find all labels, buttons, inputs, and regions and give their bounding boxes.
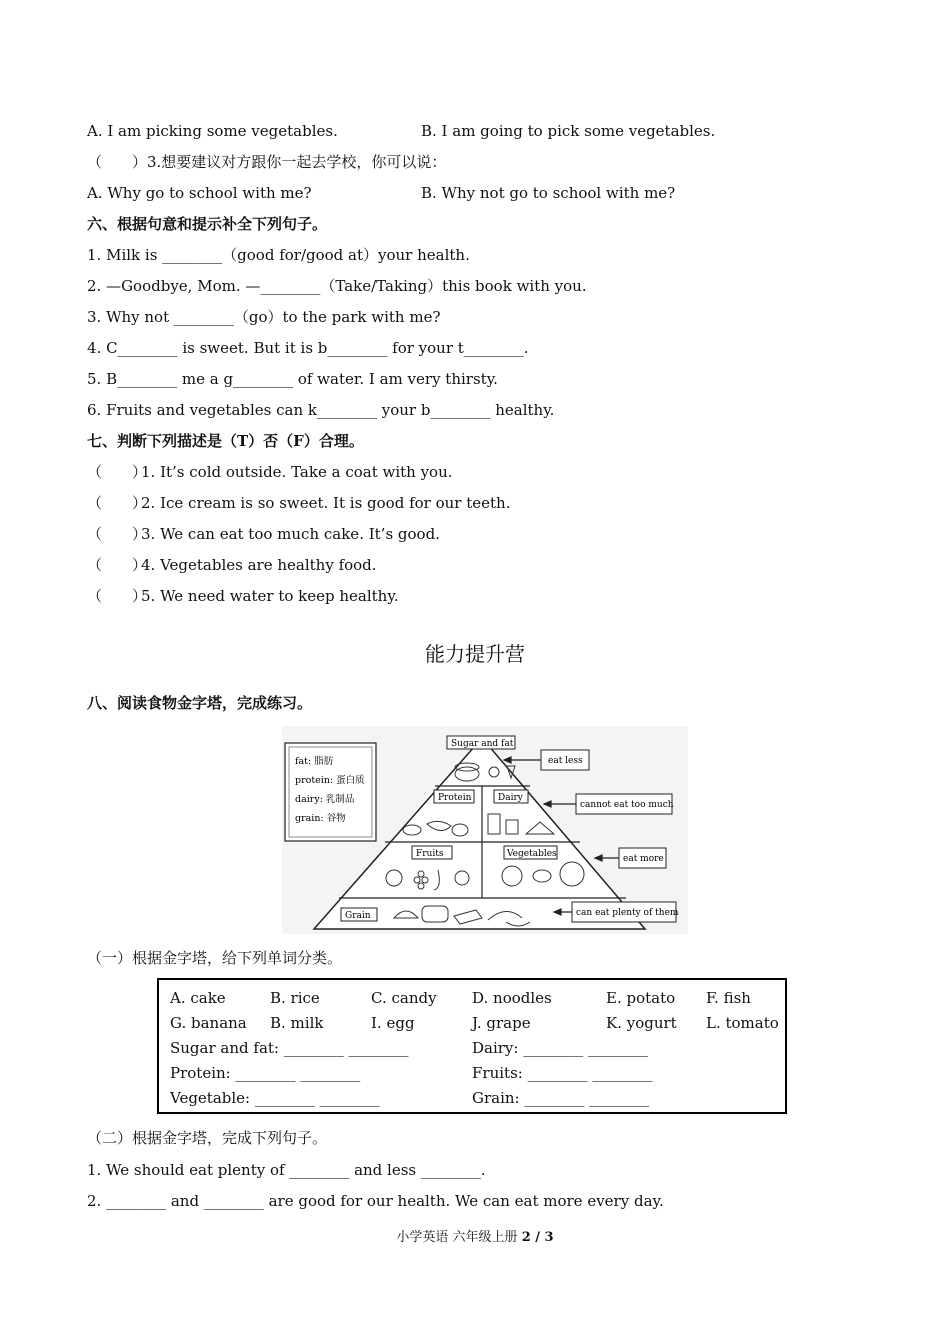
food-pyramid xyxy=(282,726,688,934)
answer-paren: （ ） xyxy=(87,525,148,543)
part1-heading: （一）根据金字塔，给下列单词分类。 xyxy=(87,949,343,967)
section6-item: 2. —Goodbye, Mom. —________（Take/Taking）this book with you. xyxy=(87,277,587,295)
legend-line: dairy: 乳制品 xyxy=(295,794,355,805)
word-option: F. fish xyxy=(706,989,751,1007)
answer-paren: （ ） xyxy=(87,556,148,574)
part2-item: 1. We should eat plenty of ________ and less ________. xyxy=(87,1161,486,1179)
word-option: C. candy xyxy=(371,989,437,1007)
food-pyramid-figure xyxy=(282,726,688,934)
q2-options xyxy=(87,121,716,141)
word-option: K. yogurt xyxy=(606,1014,677,1032)
category-blank: Fruits: ________ ________ xyxy=(472,1064,653,1082)
answer-paren: （ ） xyxy=(87,463,148,481)
tier-label-protein: Protein xyxy=(438,793,472,803)
section7-item-text: 1. It’s cold outside. Take a coat with you. xyxy=(141,463,453,481)
word-option: G. banana xyxy=(170,1014,247,1032)
section6-heading: 六、根据句意和提示补全下列句子。 xyxy=(87,215,328,233)
word-option: D. noodles xyxy=(472,989,552,1007)
tier-label-vegetables: Vegetables xyxy=(507,849,557,859)
category-blank: Grain: ________ ________ xyxy=(472,1089,650,1107)
section7-item xyxy=(87,586,399,606)
note-can-eat-plenty: can eat plenty of them xyxy=(576,908,679,918)
section7-item xyxy=(87,555,377,575)
section6-item: 1. Milk is ________（good for/good at）your health. xyxy=(87,246,470,264)
arrow-head xyxy=(595,855,602,861)
tier-label-grain: Grain xyxy=(345,911,371,921)
section7-item-text: 2. Ice cream is so sweet. It is good for our teeth. xyxy=(141,494,511,512)
section7-item-text: 4. Vegetables are healthy food. xyxy=(141,556,377,574)
tier-label-dairy: Dairy xyxy=(498,793,523,803)
word-option: J. grape xyxy=(472,1014,531,1032)
word-option: B. milk xyxy=(270,1014,324,1032)
answer-paren: （ ） xyxy=(87,587,148,605)
note-eat-less: eat less xyxy=(548,756,583,766)
category-blank: Vegetable: ________ ________ xyxy=(170,1089,380,1107)
q3-prompt: （ ）3.想要建议对方跟你一起去学校，你可以说： xyxy=(87,153,447,171)
q2-option-a: A. I am picking some vegetables. xyxy=(87,122,338,140)
page-footer xyxy=(0,1226,950,1245)
arrow-head xyxy=(504,757,511,763)
page-title: 能力提升营 xyxy=(425,642,525,666)
arrow-head xyxy=(544,801,551,807)
part2-heading: （二）根据金字塔，完成下列句子。 xyxy=(87,1129,328,1147)
section7-item xyxy=(87,462,453,482)
section6-item: 6. Fruits and vegetables can k________ your b________ healthy. xyxy=(87,401,555,419)
word-option: L. tomato xyxy=(706,1014,779,1032)
legend-line: fat: 脂肪 xyxy=(295,756,334,767)
word-bank-box xyxy=(157,978,787,1114)
page-number: 2 / 3 xyxy=(521,1230,554,1245)
legend-line: protein: 蛋白质 xyxy=(295,775,365,786)
q3-options xyxy=(87,183,676,203)
legend-line: grain: 谷物 xyxy=(295,813,346,824)
word-option: E. potato xyxy=(606,989,676,1007)
tier-label-fruits: Fruits xyxy=(416,849,444,859)
category-blank: Sugar and fat: ________ ________ xyxy=(170,1039,409,1057)
section7-heading: 七、判断下列描述是（T）否（F）合理。 xyxy=(87,432,364,450)
note-eat-more: eat more xyxy=(623,854,664,864)
q2-option-b: B. I am going to pick some vegetables. xyxy=(421,122,716,140)
section6-item: 4. C________ is sweet. But it is b________ for your t________. xyxy=(87,339,529,357)
section6-item: 3. Why not ________（go）to the park with me? xyxy=(87,308,441,326)
section8-heading: 八、阅读食物金字塔，完成练习。 xyxy=(87,694,313,712)
word-option: A. cake xyxy=(170,989,226,1007)
section7-item-text: 3. We can eat too much cake. It’s good. xyxy=(141,525,440,543)
word-option: I. egg xyxy=(371,1014,415,1032)
q3-option-b: B. Why not go to school with me? xyxy=(421,184,676,202)
note-cannot-eat-too-much: cannot eat too much xyxy=(580,800,674,810)
section7-item xyxy=(87,493,510,513)
footer-text: 小学英语 六年级上册 xyxy=(396,1230,522,1245)
part2-item: 2. ________ and ________ are good for our health. We can eat more every day. xyxy=(87,1192,664,1210)
category-blank: Dairy: ________ ________ xyxy=(472,1039,649,1057)
section7-item xyxy=(87,524,440,544)
q3-option-a: A. Why go to school with me? xyxy=(87,184,312,202)
word-option: B. rice xyxy=(270,989,320,1007)
category-blank: Protein: ________ ________ xyxy=(170,1064,361,1082)
answer-paren: （ ） xyxy=(87,494,148,512)
section7-item-text: 5. We need water to keep healthy. xyxy=(141,587,399,605)
tier-label-sugar-fat: Sugar and fat xyxy=(451,739,514,749)
section6-item: 5. B________ me a g________ of water. I am very thirsty. xyxy=(87,370,498,388)
